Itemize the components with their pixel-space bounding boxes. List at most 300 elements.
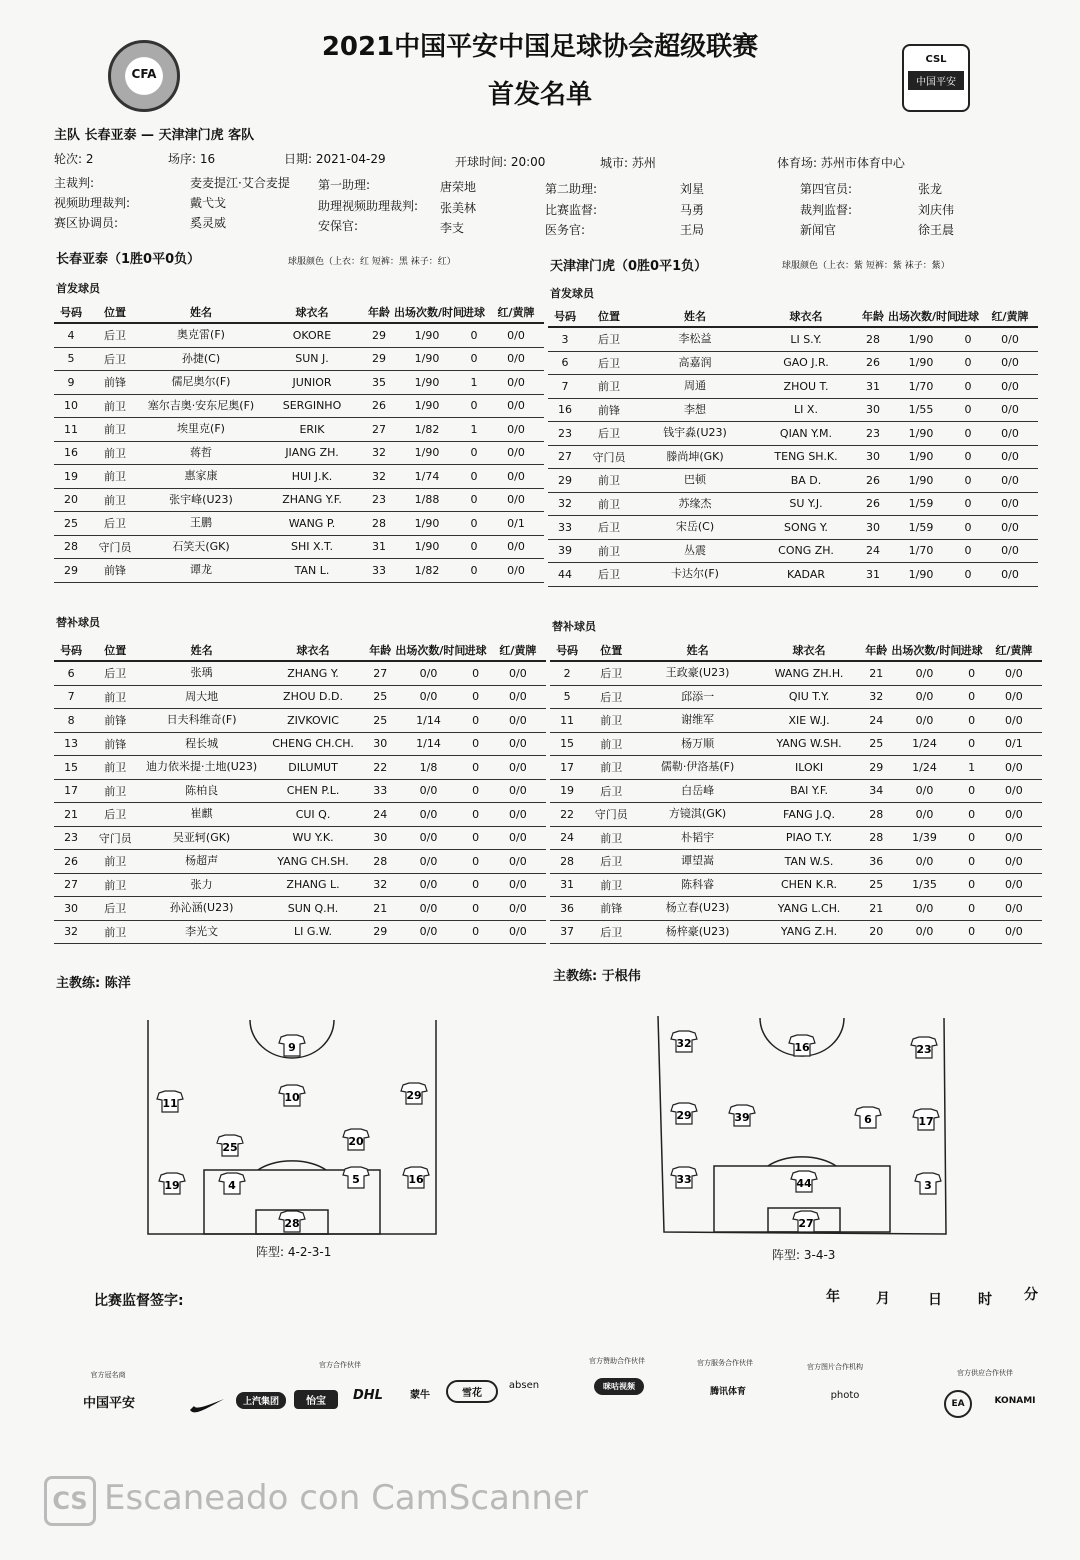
table-row bbox=[54, 441, 544, 465]
table-cell: 26 bbox=[54, 850, 88, 874]
table-cell: 0/0 bbox=[986, 709, 1042, 733]
table-cell: 17 bbox=[54, 779, 88, 803]
table-row bbox=[550, 826, 1042, 850]
column-header: 出场次数/时间 bbox=[888, 306, 954, 327]
player-shirt-number: 16 bbox=[794, 1041, 810, 1054]
table-cell: 0 bbox=[954, 469, 982, 493]
table-cell: 31 bbox=[550, 873, 584, 897]
table-row bbox=[54, 418, 544, 442]
table-cell: 苏缘杰 bbox=[636, 492, 754, 516]
table-cell: 1/59 bbox=[888, 492, 954, 516]
table-row bbox=[54, 685, 546, 709]
table-cell: 32 bbox=[861, 685, 891, 709]
kickoff-time: 开球时间: 20:00 bbox=[455, 155, 546, 169]
column-header: 姓名 bbox=[142, 302, 260, 323]
table-cell: 0 bbox=[460, 488, 488, 512]
table-cell: 蒋哲 bbox=[142, 441, 260, 465]
table-cell: 0/0 bbox=[986, 826, 1042, 850]
table-cell: YANG Z.H. bbox=[757, 920, 861, 944]
player-shirt-icon bbox=[343, 1167, 369, 1188]
table-cell: 前卫 bbox=[584, 756, 638, 780]
table-cell: 0/0 bbox=[982, 398, 1038, 422]
home-starters-table bbox=[54, 302, 544, 583]
table-cell: 1/90 bbox=[888, 327, 954, 351]
nike-swoosh-icon bbox=[188, 1396, 226, 1418]
table-cell: 32 bbox=[365, 873, 395, 897]
table-cell: QIAN Y.M. bbox=[754, 422, 858, 446]
table-cell: 28 bbox=[364, 512, 394, 536]
table-cell: 1/24 bbox=[891, 756, 957, 780]
sponsor-photo-logo: photo bbox=[830, 1390, 860, 1401]
player-shirt-icon bbox=[793, 1211, 819, 1232]
table-cell: 0 bbox=[460, 394, 488, 418]
table-cell: 塞尔吉奥·安东尼奥(F) bbox=[142, 394, 260, 418]
table-cell: 前卫 bbox=[88, 779, 142, 803]
table-cell: 谢维军 bbox=[638, 709, 756, 733]
table-cell: 后卫 bbox=[88, 661, 142, 685]
column-header: 姓名 bbox=[638, 640, 756, 661]
column-header: 红/黄牌 bbox=[982, 306, 1038, 327]
table-cell: 16 bbox=[54, 441, 88, 465]
player-shirt-icon bbox=[279, 1085, 305, 1106]
table-cell: 0/0 bbox=[490, 756, 546, 780]
table-row bbox=[548, 492, 1038, 516]
table-cell: PIAO T.Y. bbox=[757, 826, 861, 850]
table-cell: 后卫 bbox=[582, 422, 636, 446]
sponsor-mengniu-logo: 蒙牛 bbox=[410, 1390, 430, 1401]
player-shirt-number: 10 bbox=[284, 1091, 300, 1104]
table-cell: 后卫 bbox=[584, 661, 638, 685]
table-cell: 0/0 bbox=[891, 897, 957, 921]
table-row bbox=[548, 469, 1038, 493]
csl-logo-line1: CSL bbox=[925, 54, 947, 65]
table-row bbox=[54, 873, 546, 897]
table-cell: 1 bbox=[958, 756, 986, 780]
column-header: 球衣名 bbox=[261, 640, 365, 661]
table-cell: 0 bbox=[462, 850, 490, 874]
table-cell: 4 bbox=[54, 323, 88, 347]
camscanner-watermark-text: Escaneado con CamScanner bbox=[104, 1478, 588, 1518]
table-cell: 杨梓豪(U23) bbox=[638, 920, 756, 944]
table-cell: 1/90 bbox=[394, 441, 460, 465]
city: 城市: 苏州 bbox=[600, 156, 656, 170]
player-shirt-icon bbox=[855, 1107, 881, 1128]
table-cell: 0 bbox=[954, 351, 982, 375]
sponsor-migu-logo: 咪咕视频 bbox=[594, 1378, 644, 1395]
table-cell: 前锋 bbox=[88, 371, 142, 395]
table-cell: 0 bbox=[958, 803, 986, 827]
table-cell: 1/35 bbox=[891, 873, 957, 897]
table-cell: 0/0 bbox=[982, 469, 1038, 493]
table-cell: SU Y.J. bbox=[754, 492, 858, 516]
table-cell: 1/59 bbox=[888, 516, 954, 540]
table-cell: 11 bbox=[54, 418, 88, 442]
table-cell: 29 bbox=[861, 756, 891, 780]
table-cell: SUN J. bbox=[260, 347, 364, 371]
table-cell: 0/0 bbox=[490, 779, 546, 803]
table-cell: 1/90 bbox=[394, 394, 460, 418]
sponsor-absen-logo: absen bbox=[508, 1380, 540, 1391]
table-row bbox=[54, 756, 546, 780]
table-row bbox=[550, 779, 1042, 803]
table-cell: 1/14 bbox=[395, 732, 461, 756]
table-cell: 5 bbox=[54, 347, 88, 371]
table-header-row bbox=[548, 306, 1038, 327]
official-value-0: 麦麦提江·艾合麦提 bbox=[190, 176, 290, 190]
table-cell: 前卫 bbox=[582, 469, 636, 493]
table-cell: 0/0 bbox=[488, 323, 544, 347]
table-cell: 26 bbox=[858, 351, 888, 375]
table-cell: 后卫 bbox=[582, 327, 636, 351]
sign-day-label: 日 bbox=[928, 1292, 942, 1308]
player-shirt-icon bbox=[343, 1129, 369, 1150]
table-cell: 26 bbox=[858, 469, 888, 493]
table-cell: 33 bbox=[364, 559, 394, 583]
table-row bbox=[548, 422, 1038, 446]
table-cell: 25 bbox=[54, 512, 88, 536]
home-subs-table bbox=[54, 640, 546, 944]
table-cell: 25 bbox=[365, 685, 395, 709]
table-cell: 朴韬宇 bbox=[638, 826, 756, 850]
page-subtitle: 首发名单 bbox=[487, 80, 592, 110]
table-cell: 1/70 bbox=[888, 375, 954, 399]
table-row bbox=[54, 512, 544, 536]
column-header: 位置 bbox=[584, 640, 638, 661]
table-cell: 0/0 bbox=[488, 441, 544, 465]
table-cell: 1/74 bbox=[394, 465, 460, 489]
player-shirt-number: 20 bbox=[348, 1135, 364, 1148]
table-cell: 前锋 bbox=[582, 398, 636, 422]
table-cell: 20 bbox=[861, 920, 891, 944]
sign-year-label: 年 bbox=[826, 1289, 840, 1305]
column-header: 球衣名 bbox=[260, 302, 364, 323]
table-cell: 前卫 bbox=[88, 441, 142, 465]
table-cell: 0 bbox=[958, 920, 986, 944]
table-cell: ZHANG Y.F. bbox=[260, 488, 364, 512]
table-cell: 0 bbox=[958, 897, 986, 921]
table-cell: 0/0 bbox=[986, 661, 1042, 685]
table-cell: 1/70 bbox=[888, 539, 954, 563]
table-cell: 方镜淇(GK) bbox=[638, 803, 756, 827]
table-cell: 0 bbox=[958, 732, 986, 756]
table-cell: 0 bbox=[462, 709, 490, 733]
table-cell: 守门员 bbox=[88, 535, 142, 559]
table-cell: 26 bbox=[858, 492, 888, 516]
table-row bbox=[550, 803, 1042, 827]
table-cell: 前卫 bbox=[88, 394, 142, 418]
table-cell: 0/0 bbox=[986, 779, 1042, 803]
table-cell: 0/0 bbox=[488, 559, 544, 583]
table-cell: 0/0 bbox=[490, 850, 546, 874]
table-cell: 26 bbox=[364, 394, 394, 418]
player-shirt-icon bbox=[671, 1031, 697, 1052]
table-row bbox=[548, 327, 1038, 351]
table-cell: 21 bbox=[861, 661, 891, 685]
table-cell: 21 bbox=[365, 897, 395, 921]
table-cell: XIE W.J. bbox=[757, 709, 861, 733]
table-row bbox=[550, 732, 1042, 756]
csl-logo-line2: 中国平安 bbox=[908, 71, 964, 90]
table-cell: 25 bbox=[365, 709, 395, 733]
sponsor-saic-logo: 上汽集团 bbox=[236, 1392, 286, 1409]
table-cell: 0 bbox=[954, 398, 982, 422]
sponsor-tencent-logo: 腾讯体育 bbox=[709, 1387, 746, 1397]
table-cell: 15 bbox=[54, 756, 88, 780]
table-cell: 0/0 bbox=[891, 709, 957, 733]
away-coach: 主教练: 于根伟 bbox=[553, 969, 641, 984]
table-cell: 0/0 bbox=[488, 371, 544, 395]
table-cell: TAN W.S. bbox=[757, 850, 861, 874]
table-cell: 前卫 bbox=[88, 685, 142, 709]
table-cell: 1/90 bbox=[888, 351, 954, 375]
sponsor-konami-logo: KONAMI bbox=[994, 1396, 1036, 1406]
column-header: 红/黄牌 bbox=[488, 302, 544, 323]
table-cell: 21 bbox=[861, 897, 891, 921]
table-cell: 周通 bbox=[636, 375, 754, 399]
table-cell: 1/8 bbox=[395, 756, 461, 780]
table-cell: 后卫 bbox=[582, 351, 636, 375]
official-value-2: 刘星 bbox=[680, 182, 705, 196]
player-shirt-number: 29 bbox=[406, 1089, 422, 1102]
sponsor-header-sponsor: 官方赞助合作伙伴 bbox=[589, 1357, 645, 1365]
table-cell: 1/90 bbox=[888, 563, 954, 587]
official-label-2: 第二助理: bbox=[545, 182, 598, 196]
table-row bbox=[548, 351, 1038, 375]
table-cell: 0 bbox=[462, 732, 490, 756]
table-row bbox=[550, 850, 1042, 874]
table-header-row bbox=[54, 640, 546, 661]
table-row bbox=[548, 445, 1038, 469]
table-row bbox=[550, 920, 1042, 944]
table-cell: 孙捷(C) bbox=[142, 347, 260, 371]
table-cell: 0/0 bbox=[982, 375, 1038, 399]
table-header-row bbox=[550, 640, 1042, 661]
player-shirt-icon bbox=[159, 1173, 185, 1194]
table-cell: 后卫 bbox=[584, 685, 638, 709]
table-cell: 0/0 bbox=[490, 709, 546, 733]
table-cell: ZHANG L. bbox=[261, 873, 365, 897]
table-cell: 28 bbox=[550, 850, 584, 874]
player-shirt-number: 39 bbox=[734, 1111, 750, 1124]
table-cell: 24 bbox=[550, 826, 584, 850]
table-cell: LI S.Y. bbox=[754, 327, 858, 351]
table-cell: 0/0 bbox=[982, 351, 1038, 375]
table-cell: SHI X.T. bbox=[260, 535, 364, 559]
table-cell: 30 bbox=[858, 516, 888, 540]
table-cell: 0/0 bbox=[395, 873, 461, 897]
table-cell: 32 bbox=[364, 465, 394, 489]
table-cell: 28 bbox=[858, 327, 888, 351]
table-cell: 前卫 bbox=[88, 488, 142, 512]
column-header: 进球 bbox=[954, 306, 982, 327]
player-shirt-icon bbox=[791, 1171, 817, 1192]
table-cell: 19 bbox=[54, 465, 88, 489]
player-shirt-icon bbox=[219, 1173, 245, 1194]
column-header: 位置 bbox=[88, 302, 142, 323]
table-cell: 0/0 bbox=[891, 920, 957, 944]
table-row bbox=[548, 516, 1038, 540]
official-label-0: 主裁判: bbox=[54, 176, 95, 190]
table-cell: 0 bbox=[954, 445, 982, 469]
player-shirt-icon bbox=[671, 1103, 697, 1124]
table-cell: 1/90 bbox=[394, 323, 460, 347]
sign-minute-label: 分 bbox=[1024, 1287, 1038, 1303]
table-cell: 0 bbox=[460, 347, 488, 371]
table-cell: 0/0 bbox=[982, 516, 1038, 540]
player-shirt-number: 17 bbox=[918, 1115, 934, 1128]
table-cell: 36 bbox=[550, 897, 584, 921]
table-cell: 前卫 bbox=[582, 539, 636, 563]
table-cell: 0 bbox=[460, 535, 488, 559]
away-starters-table bbox=[548, 306, 1038, 587]
table-cell: 0/0 bbox=[982, 422, 1038, 446]
table-cell: 31 bbox=[858, 563, 888, 587]
table-cell: YANG W.SH. bbox=[757, 732, 861, 756]
official-value-10: 王局 bbox=[680, 223, 705, 237]
table-cell: 1/14 bbox=[395, 709, 461, 733]
table-cell: 0 bbox=[462, 685, 490, 709]
table-cell: 0 bbox=[954, 327, 982, 351]
table-cell: 0 bbox=[462, 803, 490, 827]
table-row bbox=[548, 563, 1038, 587]
table-cell: 0/0 bbox=[395, 661, 461, 685]
table-cell: 0/0 bbox=[891, 779, 957, 803]
table-cell: 17 bbox=[550, 756, 584, 780]
table-cell: 儒勒·伊洛基(F) bbox=[638, 756, 756, 780]
table-cell: 31 bbox=[364, 535, 394, 559]
table-row bbox=[54, 732, 546, 756]
table-cell: 0/0 bbox=[395, 850, 461, 874]
table-cell: 李想 bbox=[636, 398, 754, 422]
table-cell: 1/82 bbox=[394, 559, 460, 583]
player-shirt-icon bbox=[913, 1109, 939, 1130]
table-cell: 白岳峰 bbox=[638, 779, 756, 803]
table-cell: 8 bbox=[54, 709, 88, 733]
table-cell: 埃里克(F) bbox=[142, 418, 260, 442]
table-cell: 0/0 bbox=[891, 685, 957, 709]
table-cell: 10 bbox=[54, 394, 88, 418]
table-cell: 丛震 bbox=[636, 539, 754, 563]
home-starters-label: 首发球员 bbox=[56, 282, 100, 295]
player-shirt-number: 25 bbox=[222, 1141, 238, 1154]
table-cell: 0/0 bbox=[488, 418, 544, 442]
table-cell: 0 bbox=[958, 661, 986, 685]
table-cell: 1/90 bbox=[888, 422, 954, 446]
table-cell: ERIK bbox=[260, 418, 364, 442]
player-shirt-number: 27 bbox=[798, 1217, 814, 1230]
player-shirt-number: 29 bbox=[676, 1109, 692, 1122]
table-cell: 周大地 bbox=[142, 685, 260, 709]
sponsor-header-title: 官方冠名商 bbox=[90, 1371, 126, 1379]
table-cell: 后卫 bbox=[88, 512, 142, 536]
table-cell: 0/0 bbox=[891, 661, 957, 685]
table-cell: 21 bbox=[54, 803, 88, 827]
table-cell: 崔麒 bbox=[142, 803, 260, 827]
table-cell: 0 bbox=[958, 873, 986, 897]
player-shirt-number: 32 bbox=[676, 1037, 692, 1050]
table-cell: 1/90 bbox=[888, 469, 954, 493]
table-cell: ZHOU D.D. bbox=[261, 685, 365, 709]
table-cell: 0/0 bbox=[488, 488, 544, 512]
table-cell: 1/82 bbox=[394, 418, 460, 442]
table-cell: ILOKI bbox=[757, 756, 861, 780]
table-cell: 陈柏良 bbox=[142, 779, 260, 803]
table-cell: 1 bbox=[460, 371, 488, 395]
table-cell: 32 bbox=[54, 920, 88, 944]
table-cell: 0/0 bbox=[395, 685, 461, 709]
table-cell: 高嘉润 bbox=[636, 351, 754, 375]
away-starters-label: 首发球员 bbox=[550, 287, 594, 300]
player-shirt-number: 19 bbox=[164, 1179, 180, 1192]
table-cell: 后卫 bbox=[584, 850, 638, 874]
table-cell: 1/24 bbox=[891, 732, 957, 756]
away-team-record: 天津津门虎（0胜0平1负） bbox=[550, 259, 708, 274]
table-cell: 0/0 bbox=[490, 920, 546, 944]
table-cell: 0/0 bbox=[986, 850, 1042, 874]
table-cell: 张宇峰(U23) bbox=[142, 488, 260, 512]
table-row bbox=[54, 465, 544, 489]
table-cell: 0/0 bbox=[395, 920, 461, 944]
table-cell: JIANG ZH. bbox=[260, 441, 364, 465]
table-cell: SUN Q.H. bbox=[261, 897, 365, 921]
sponsor-snow-logo: 雪花 bbox=[446, 1380, 498, 1403]
official-value-11: 徐王晨 bbox=[918, 223, 955, 237]
column-header: 年龄 bbox=[365, 640, 395, 661]
table-cell: 前锋 bbox=[88, 709, 142, 733]
table-cell: 杨万顺 bbox=[638, 732, 756, 756]
table-cell: 滕尚坤(GK) bbox=[636, 445, 754, 469]
player-shirt-number: 28 bbox=[284, 1217, 300, 1230]
column-header: 出场次数/时间 bbox=[395, 640, 461, 661]
table-cell: 25 bbox=[861, 873, 891, 897]
official-label-9: 安保官: bbox=[318, 219, 359, 233]
table-cell: 0 bbox=[462, 897, 490, 921]
column-header: 进球 bbox=[462, 640, 490, 661]
table-cell: 巴顿 bbox=[636, 469, 754, 493]
table-cell: 0/0 bbox=[986, 803, 1042, 827]
table-cell: 0 bbox=[954, 422, 982, 446]
table-cell: 守门员 bbox=[88, 826, 142, 850]
page-title: 2021中国平安中国足球协会超级联赛 bbox=[321, 32, 759, 62]
sponsor-cestbon-logo: 怡宝 bbox=[294, 1390, 338, 1409]
table-row bbox=[550, 685, 1042, 709]
table-cell: 李松益 bbox=[636, 327, 754, 351]
table-row bbox=[54, 371, 544, 395]
table-cell: FANG J.Q. bbox=[757, 803, 861, 827]
table-row bbox=[54, 559, 544, 583]
table-cell: 儒尼奥尔(F) bbox=[142, 371, 260, 395]
table-cell: 0/0 bbox=[490, 661, 546, 685]
table-cell: 23 bbox=[548, 422, 582, 446]
table-cell: 0 bbox=[958, 779, 986, 803]
table-cell: BA D. bbox=[754, 469, 858, 493]
table-cell: 0/0 bbox=[982, 563, 1038, 587]
table-cell: 后卫 bbox=[88, 347, 142, 371]
sponsor-pingan-logo: 中国平安 bbox=[82, 1396, 135, 1411]
table-cell: 33 bbox=[548, 516, 582, 540]
table-cell: 0/1 bbox=[986, 732, 1042, 756]
table-cell: 程长城 bbox=[142, 732, 260, 756]
home-pitch-diagram bbox=[146, 1016, 438, 1236]
column-header: 年龄 bbox=[364, 302, 394, 323]
table-cell: 0 bbox=[958, 685, 986, 709]
official-value-1: 唐荣地 bbox=[440, 180, 477, 194]
table-row bbox=[548, 539, 1038, 563]
table-cell: 0 bbox=[462, 756, 490, 780]
table-cell: 36 bbox=[861, 850, 891, 874]
table-cell: 后卫 bbox=[582, 516, 636, 540]
table-cell: 34 bbox=[861, 779, 891, 803]
